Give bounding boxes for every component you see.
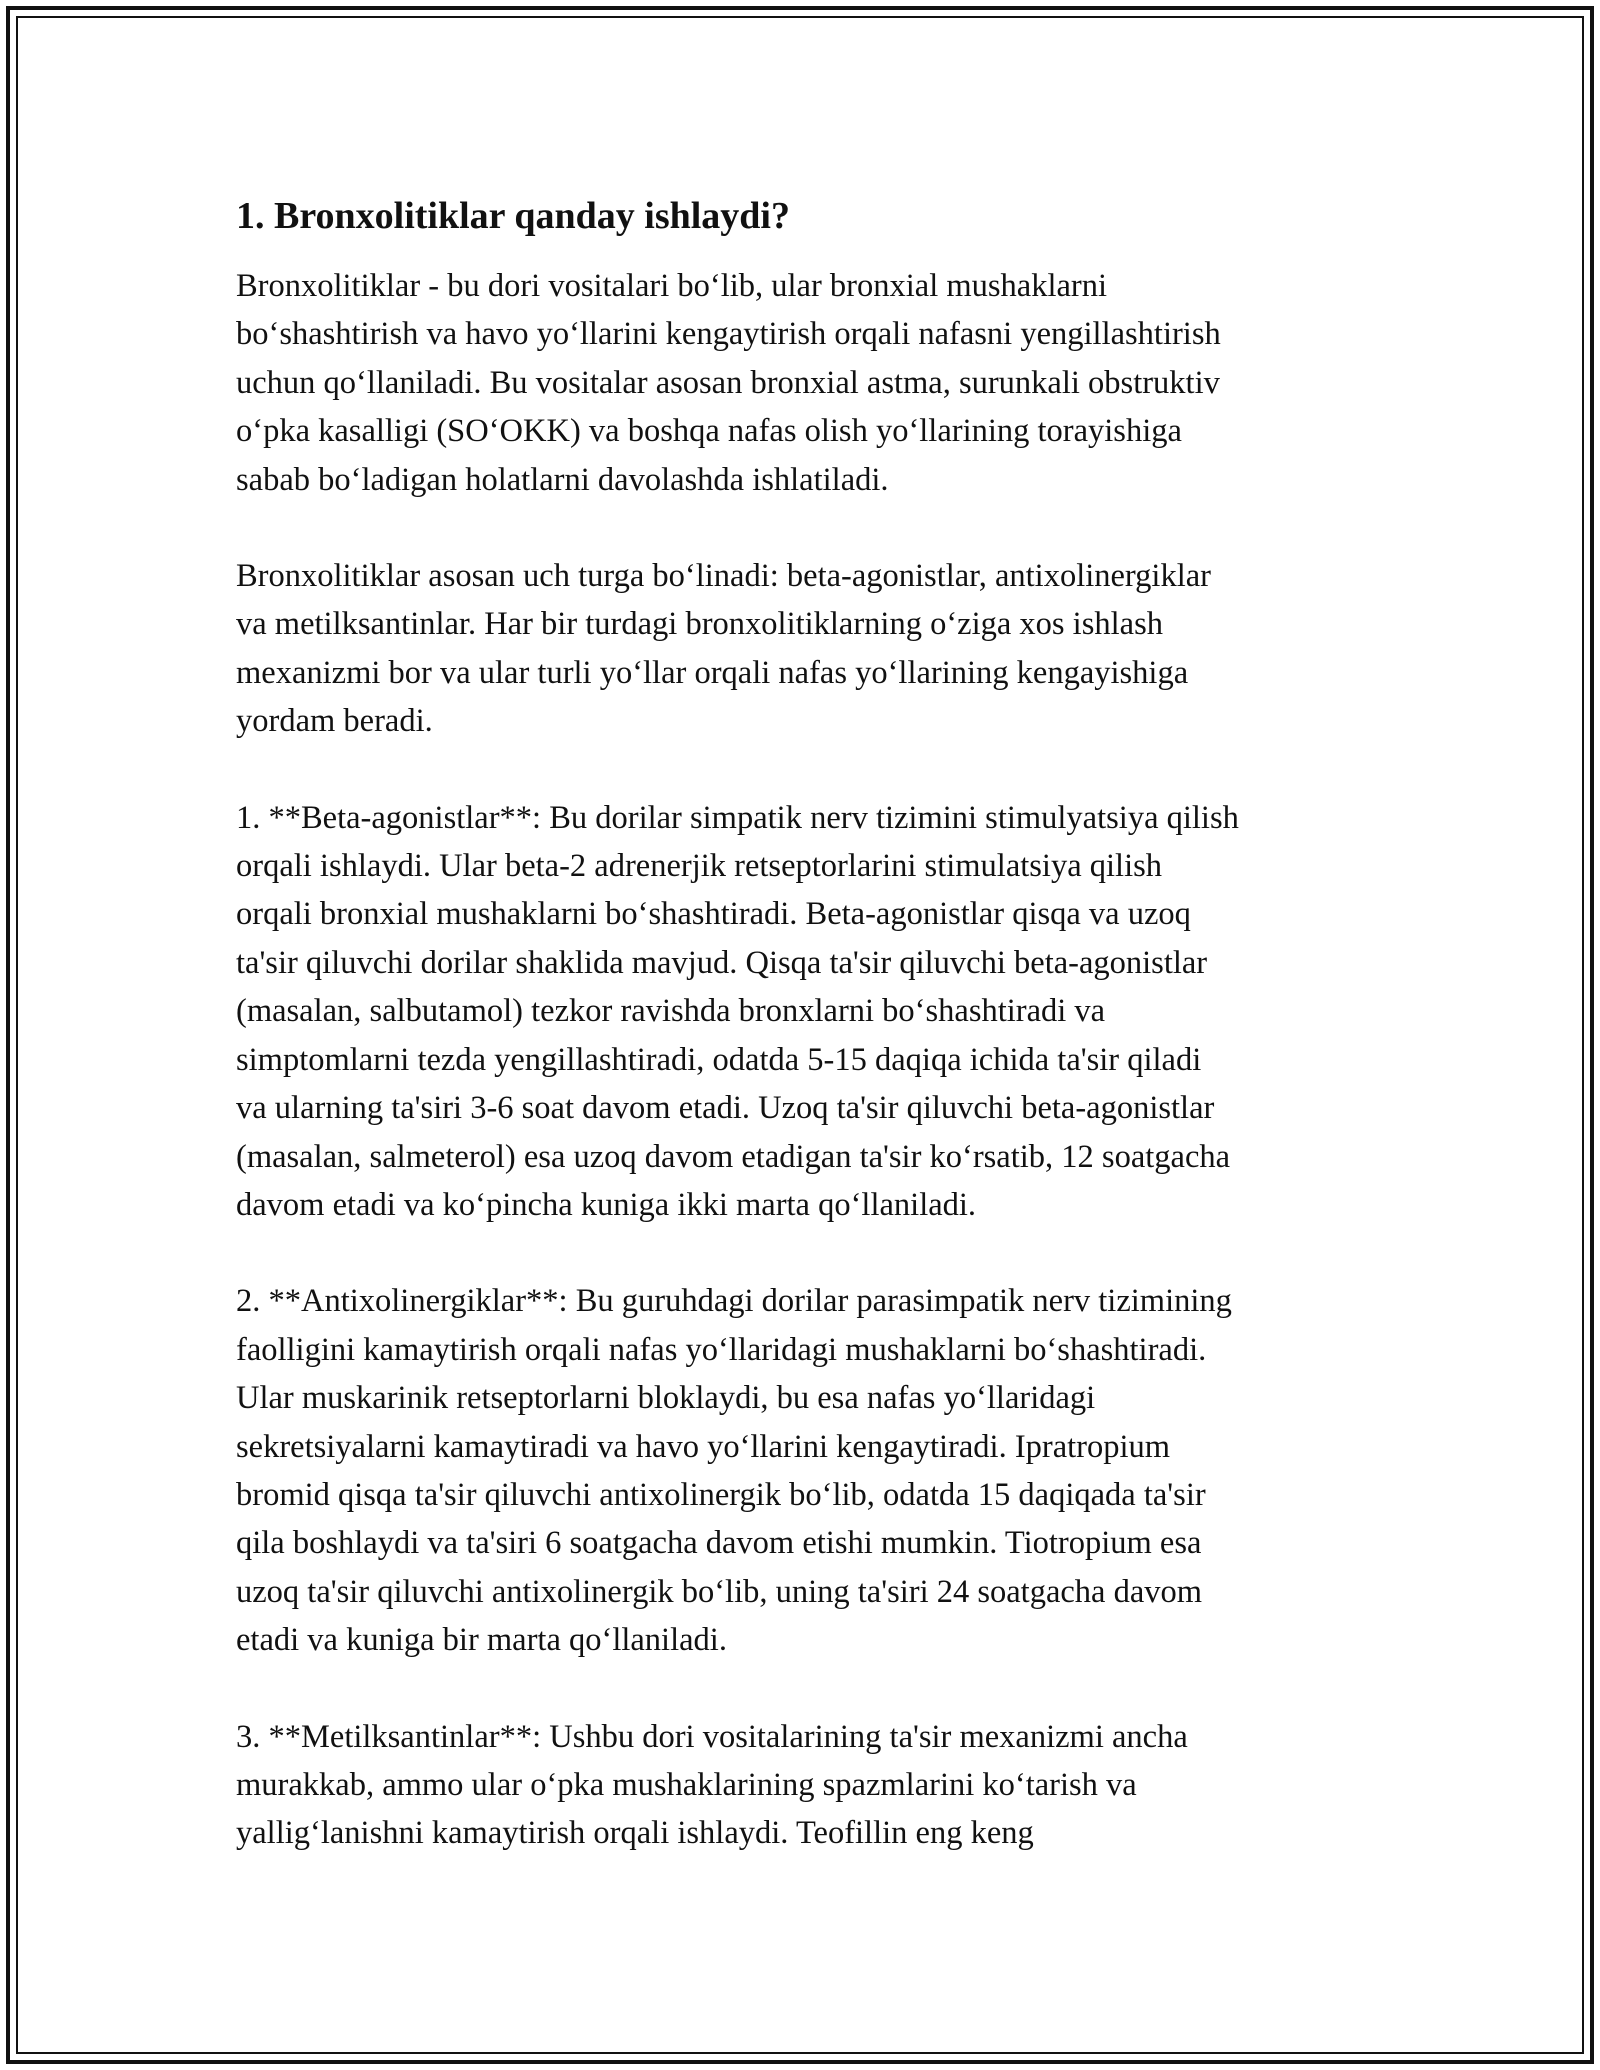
text-line: yordam beradi. [236, 703, 433, 740]
text-line: (masalan, salmeterol) esa uzoq davom etadigan ta'sir ko‘rsatib, 12 soatgacha [236, 1138, 1231, 1175]
text-line: simptomlarni tezda yengillashtiradi, odatda 5-15 daqiqa ichida ta'sir qiladi [236, 1041, 1202, 1078]
text-line: uzoq ta'sir qiluvchi antixolinergik bo‘lib, uning ta'siri 24 soatgacha davom [236, 1573, 1203, 1610]
text-line: orqali bronxial mushaklarni bo‘shashtiradi. Beta-agonistlar qisqa va uzoq [236, 896, 1191, 933]
text-line: sabab bo‘ladigan holatlarni davolashda ishlatiladi. [236, 461, 889, 498]
paragraph-intro [236, 262, 1396, 504]
paragraph-anticholinergics [236, 1277, 1396, 1664]
text-line: bo‘shashtirish va havo yo‘llarini kengaytirish orqali nafasni yengillashtirish [236, 316, 1221, 353]
text-line: (masalan, salbutamol) tezkor ravishda bronxlarni bo‘shashtiradi va [236, 993, 1106, 1030]
text-line: sekretsiyalarni kamaytiradi va havo yo‘llarini kengaytiradi. Ipratropium [236, 1428, 1171, 1465]
document-body [236, 188, 1396, 1906]
text-line: va metilksantinlar. Har bir turdagi bronxolitiklarning o‘ziga xos ishlash [236, 606, 1163, 643]
text-line: Bronxolitiklar asosan uch turga bo‘linadi: beta-agonistlar, antixolinergiklar [236, 558, 1211, 595]
text-line: davom etadi va ko‘pincha kuniga ikki marta qo‘llaniladi. [236, 1186, 977, 1223]
text-line: 2. **Antixolinergiklar**: Bu guruhdagi dorilar parasimpatik nerv tizimining [236, 1283, 1232, 1320]
paragraph-beta-agonists [236, 794, 1396, 1230]
text-line: bromid qisqa ta'sir qiluvchi antixolinergik bo‘lib, odatda 15 daqiqada ta'sir [236, 1476, 1206, 1513]
text-line: Ular muskarinik retseptorlarni bloklaydi, bu esa nafas yo‘llaridagi [236, 1380, 1096, 1417]
text-line: ta'sir qiluvchi dorilar shaklida mavjud. Qisqa ta'sir qiluvchi beta-agonistlar [236, 944, 1208, 981]
text-line: qila boshlaydi va ta'siri 6 soatgacha davom etishi mumkin. Tiotropium esa [236, 1525, 1202, 1562]
text-line: 3. **Metilksantinlar**: Ushbu dori vositalarining ta'sir mexanizmi ancha [236, 1718, 1188, 1755]
paragraph-methylxanthines [236, 1713, 1396, 1858]
text-line: va ularning ta'siri 3-6 soat davom etadi. Uzoq ta'sir qiluvchi beta-agonistlar [236, 1090, 1215, 1127]
text-line: murakkab, ammo ular o‘pka mushaklarining spazmlarini ko‘tarish va [236, 1766, 1137, 1803]
text-line: faolligini kamaytirish orqali nafas yo‘llaridagi mushaklarni bo‘shashtiradi. [236, 1331, 1207, 1368]
text-line: yallig‘lanishni kamaytirish orqali ishlaydi. Teofillin eng keng [236, 1815, 1034, 1852]
paragraph-types [236, 552, 1396, 746]
text-line: o‘pka kasalligi (SO‘OKK) va boshqa nafas olish yo‘llarining torayishiga [236, 413, 1182, 450]
text-line: Bronxolitiklar - bu dori vositalari bo‘lib, ular bronxial mushaklarni [236, 268, 1108, 304]
text-line: orqali ishlaydi. Ular beta-2 adrenerjik retseptorlarini stimulatsiya qilish [236, 848, 1162, 885]
document-title: 1. Bronxolitiklar qanday ishlaydi? [236, 195, 790, 237]
text-line: mexanizmi bor va ular turli yo‘llar orqali nafas yo‘llarining kengayishiga [236, 654, 1189, 691]
text-line: uchun qo‘llaniladi. Bu vositalar asosan bronxial astma, surunkali obstruktiv [236, 364, 1220, 401]
text-line: etadi va kuniga bir marta qo‘llaniladi. [236, 1622, 727, 1659]
text-line: 1. **Beta-agonistlar**: Bu dorilar simpatik nerv tizimini stimulyatsiya qilish [236, 799, 1239, 836]
